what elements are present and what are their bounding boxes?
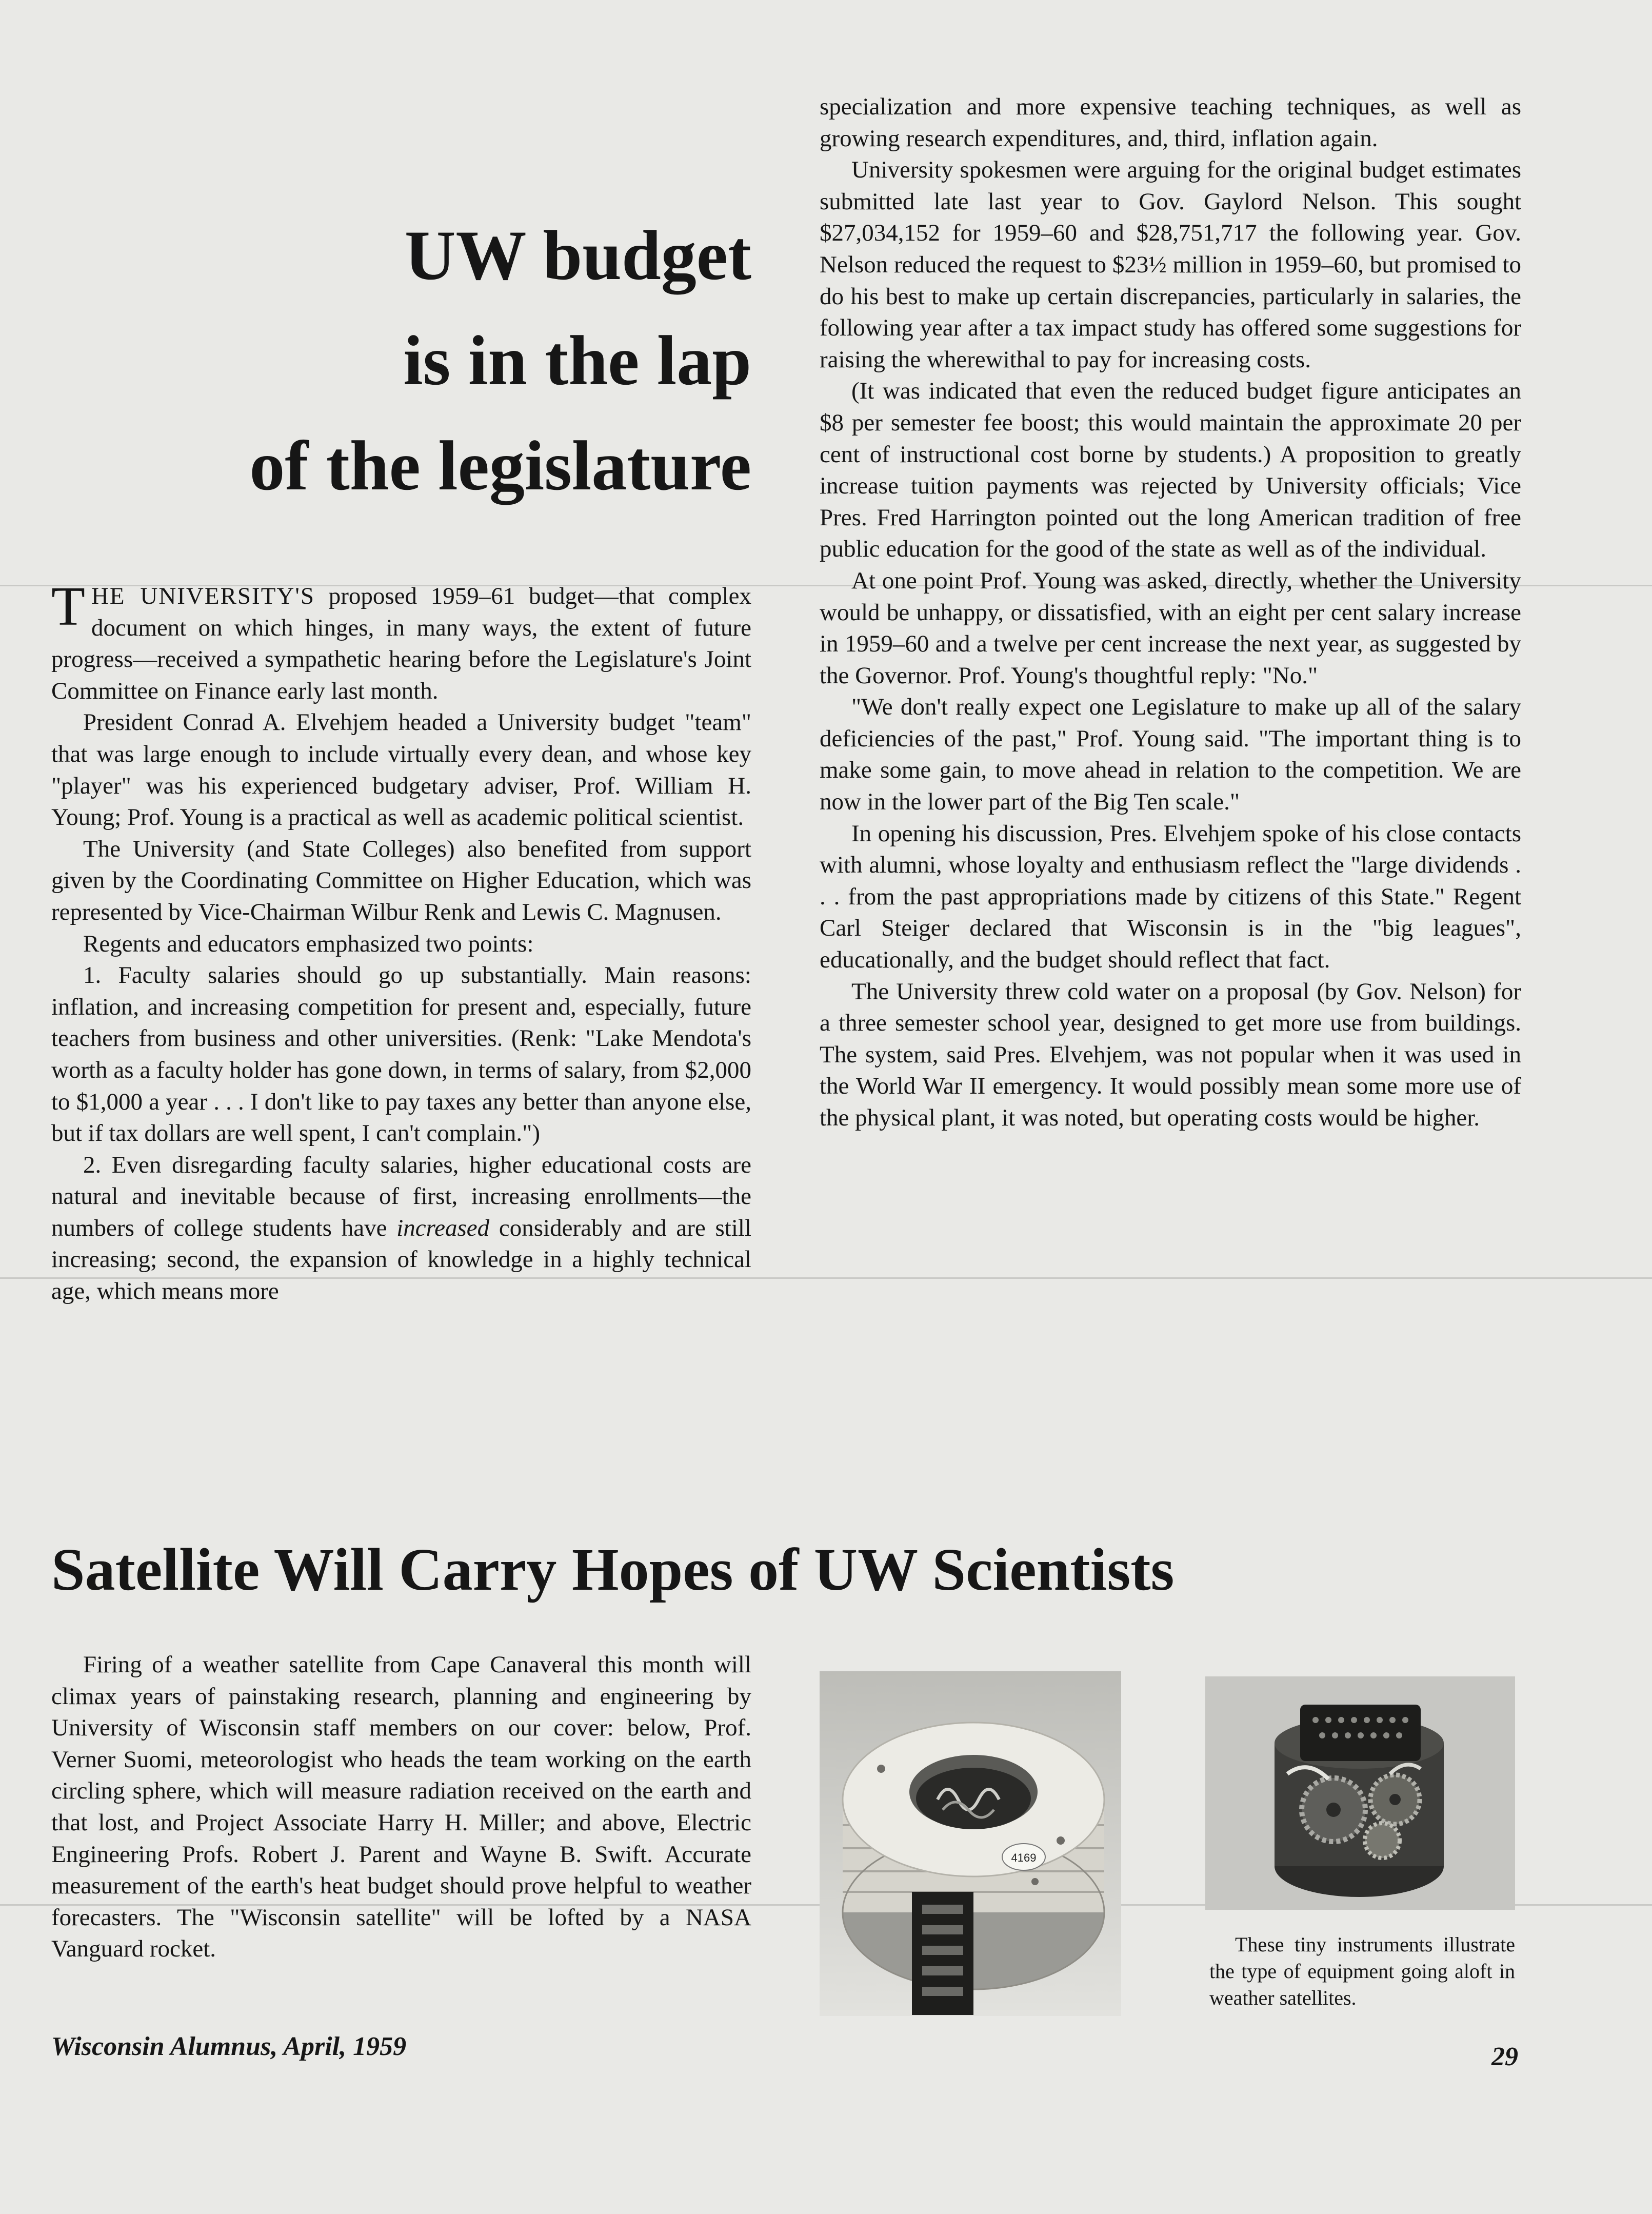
lead-smallcaps: HE UNIVERSITY'S <box>91 583 315 609</box>
caption-text: These tiny instruments illustrate the type of equipment going aloft in weather satellites. <box>1209 1933 1515 2009</box>
gear-instrument-image <box>1205 1676 1515 1910</box>
budget-headline <box>149 203 751 518</box>
photo-caption <box>1209 1931 1515 2011</box>
satellite-article-body <box>51 1649 751 1965</box>
emphasis-text: increased <box>396 1214 490 1241</box>
paragraph: "We don't really expect one Legislature to make up all of the salary deficiencies of the past," Prof. Young said. "The important thing is to make some gain, to move ahead in relation to the competition. We are now in the lower part of the Big Ten scale." <box>820 694 1521 816</box>
headline-line: UW budget <box>404 216 751 294</box>
paragraph: The University threw cold water on a proposal (by Gov. Nelson) for a three semester school year, designed to get more use from buildings. The system, said Pres. Elvehjem, was not popular when it was used in the World War II emergency. It would possibly mean some more use of the physical plant, it was noted, but operating costs would be higher. <box>820 978 1521 1131</box>
paragraph: University spokesmen were arguing for the original budget estimates submitted late last year to Gov. Gaylord Nelson. This sought $27,034,152 for 1959–60 and $28,751,717 the following year. Gov. Nelson reduced the request to $23½ million in 1959–60, but promised to do his best to make up certain discrepancies, particularly in salaries, the following year after a tax impact study has offered some suggestions for raising the wherewithal to pay for increasing costs. <box>820 156 1521 373</box>
instrument-ring-image <box>820 1671 1121 2016</box>
paragraph: (It was indicated that even the reduced budget figure anticipates an $8 per semester fee boost; this would maintain the approximate 20 per cent of instructional cost borne by students.) A proposition to greatly increase tuition payments was rejected by University officials; Vice Pres. Fred Harrington pointed out the long American tradition of free public education for the good of the state as well as of the individual. <box>820 378 1521 563</box>
headline-line: of the legislature <box>249 426 751 505</box>
instrument-ring-photo <box>820 1671 1121 2016</box>
paragraph: At one point Prof. Young was asked, directly, whether the University would be unhappy, or dissatisfied, with an eight per cent salary increase in 1959–60 and a twelve per cent increase the next year, as suggested by the Governor. Prof. Young's thoughtful reply: "No." <box>820 567 1521 689</box>
page-number: 29 <box>1491 2042 1518 2071</box>
lead-paragraph <box>51 576 751 707</box>
instrument-label: 4169 <box>1011 1851 1037 1864</box>
satellite-headline: Satellite Will Carry Hopes of UW Scientists <box>51 1536 1175 1603</box>
paragraph: Regents and educators emphasized two points: <box>83 930 534 957</box>
budget-article-right-column <box>820 91 1521 1134</box>
paragraph: 1. Faculty salaries should go up substantially. Main reasons: inflation, and increasing competition for present and, especially, future teachers from business and other universities. (Renk: "Lake Mendota's worth as a faculty holder has gone down, in terms of salary, from $2,000 to $1,000 a year . . . I don't like to pay taxes any better than anyone else, but if tax dollars are well spent, I can't complain.") <box>51 962 751 1147</box>
paragraph: Firing of a weather satellite from Cape Canaveral this month will climax years of painstaking research, planning and engineering by University of Wisconsin staff members on our cover: below, Prof. Verner Suomi, meteorologist who heads the team working on the earth circling sphere, which will measure radiation received on the earth and that lost, and Project Associate Harry H. Miller; and above, Electric Engineering Profs. Robert J. Parent and Wayne B. Swift. Accurate measurement of the earth's heat budget should prove helpful to weather forecasters. The "Wisconsin satellite" will be lofted by a NASA Vanguard rocket. <box>51 1651 751 1963</box>
paragraph <box>51 1150 751 1308</box>
paragraph: specialization and more expensive teaching techniques, as well as growing research expenditures, and, third, inflation again. <box>820 93 1521 152</box>
headline-line: is in the lap <box>403 321 751 400</box>
paragraph-text: considerably and are still increasing; second, the expansion of knowledge in a highly technical age, which means more <box>51 1214 751 1305</box>
publication-footer: Wisconsin Alumnus, April, 1959 <box>51 2032 407 2061</box>
paragraph: The University (and State Colleges) also benefited from support given by the Coordinating Committee on Higher Education, which was represented by Vice-Chairman Wilbur Renk and Lewis C. Magnusen. <box>51 835 751 925</box>
drop-cap: T <box>51 576 85 637</box>
budget-article-left-column <box>51 576 751 1308</box>
lead-text: proposed 1959–61 budget—that complex document on which hinges, in many ways, the extent of future progress—received a sympathetic hearing before the Legislature's Joint Committee on Finance early last month. <box>51 583 751 704</box>
gear-instrument-photo <box>1205 1676 1515 1910</box>
paragraph: In opening his discussion, Pres. Elvehjem spoke of his close contacts with alumni, whose loyalty and enthusiasm reflect the "large dividends . . . from the past appropriations made by citizens of this State." Regent Carl Steiger declared that Wisconsin is in the "big leagues", educationally, and the budget should reflect that fact. <box>820 820 1521 974</box>
paragraph: President Conrad A. Elvehjem headed a University budget "team" that was large enough to include virtually every dean, and whose key "player" was his experienced budgetary adviser, Prof. William H. Young; Prof. Young is a practical as well as academic political scientist. <box>51 709 751 831</box>
paragraph-text: 2. Even disregarding faculty salaries, higher educational costs are natural and inevitable because of first, increasing enrollments—the numbers of college students have <box>51 1151 751 1241</box>
